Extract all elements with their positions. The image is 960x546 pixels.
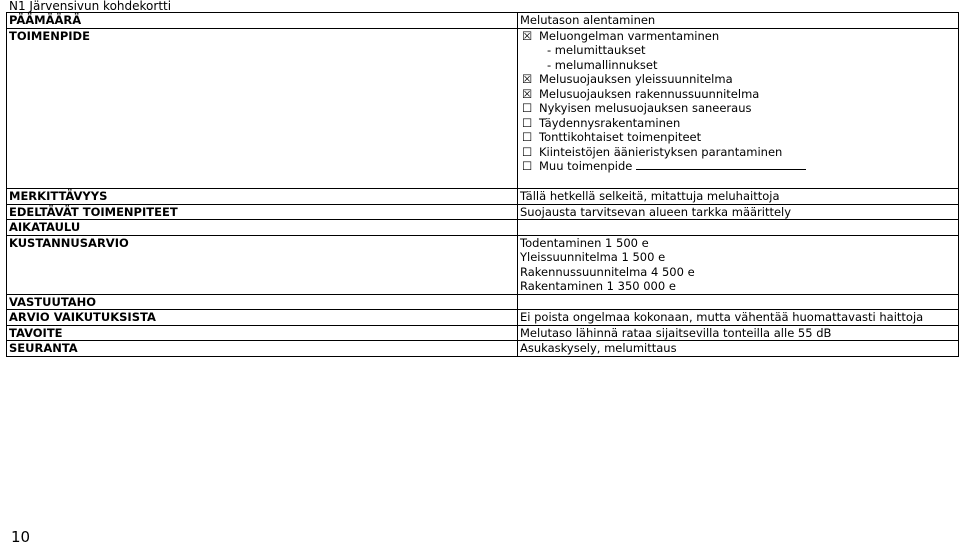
- checkbox-empty-icon: ☐: [522, 115, 533, 130]
- value-aikataulu: [518, 220, 959, 236]
- value-edeltavat-toimenpiteet: Suojausta tarvitsevan alueen tarkka määrittely: [518, 204, 959, 220]
- target-card-table: [6, 12, 959, 357]
- checkbox-label: Melusuojauksen yleissuunnitelma: [539, 72, 733, 86]
- label-kustannusarvio: KUSTANNUSARVIO: [7, 235, 518, 294]
- cost-line: Todentaminen 1 500 e: [520, 235, 649, 250]
- label-edeltavat-toimenpiteet: EDELTÄVÄT TOIMENPITEET: [7, 204, 518, 220]
- value-paamaara: Melutason alentaminen: [518, 13, 959, 29]
- cost-line: Yleissuunnitelma 1 500 e: [520, 250, 666, 264]
- checkbox-checked-icon: ☒: [522, 28, 533, 43]
- checkbox-item: [520, 29, 956, 44]
- checkbox-label: Muu toimenpide: [539, 159, 633, 173]
- checkbox-empty-icon: ☐: [522, 101, 533, 115]
- label-seuranta: SEURANTA: [7, 341, 518, 357]
- row-toimenpide: [7, 28, 959, 189]
- value-seuranta: Asukaskysely, melumittaus: [518, 341, 959, 357]
- checkbox-label: Meluongelman varmentaminen: [539, 28, 720, 43]
- label-paamaara: PÄÄMÄÄRÄ: [7, 13, 518, 29]
- checkbox-item: [520, 159, 956, 174]
- checkbox-label: Tonttikohtaiset toimenpiteet: [539, 130, 702, 144]
- row-aikataulu: [7, 220, 959, 236]
- checkbox-item: [520, 87, 956, 102]
- row-kustannusarvio: [7, 235, 959, 294]
- cost-line: Rakentaminen 1 350 000 e: [520, 279, 676, 293]
- checkbox-item: [520, 130, 956, 145]
- sub-item-label: - melumittaukset: [547, 43, 646, 57]
- row-edeltavat-toimenpiteet: [7, 204, 959, 220]
- value-kustannusarvio: [518, 235, 959, 294]
- checkbox-item: [520, 145, 956, 160]
- row-seuranta: [7, 341, 959, 357]
- checkbox-empty-icon: ☐: [522, 144, 533, 159]
- row-vastuutaho: [7, 294, 959, 310]
- checkbox-checked-icon: ☒: [522, 86, 533, 101]
- checkbox-label: Täydennysrakentaminen: [539, 115, 681, 130]
- spacer-line: [520, 174, 956, 189]
- checkbox-empty-icon: ☐: [522, 159, 533, 173]
- sub-item-label: - melumallinnukset: [547, 57, 658, 72]
- value-merkittavyys: Tällä hetkellä selkeitä, mitattuja meluhaittoja: [518, 189, 959, 205]
- fill-in-blank-line: [636, 159, 806, 170]
- sub-item: [520, 43, 956, 58]
- row-arvio-vaikutuksista: [7, 310, 959, 326]
- value-tavoite: Melutaso lähinnä rataa sijaitsevilla tonteilla alle 55 dB: [518, 325, 959, 341]
- checkbox-empty-icon: ☐: [522, 130, 533, 144]
- value-vastuutaho: [518, 294, 959, 310]
- row-paamaara: [7, 13, 959, 29]
- row-tavoite: [7, 325, 959, 341]
- value-arvio-vaikutuksista: Ei poista ongelmaa kokonaan, mutta vähentää huomattavasti haittoja: [518, 310, 959, 326]
- label-tavoite: TAVOITE: [7, 325, 518, 341]
- checkbox-checked-icon: ☒: [522, 72, 533, 86]
- document-title: N1 Järvensivun kohdekortti: [9, 0, 172, 13]
- checkbox-label: Nykyisen melusuojauksen saneeraus: [539, 101, 752, 115]
- cost-line: Rakennussuunnitelma 4 500 e: [520, 264, 695, 279]
- label-arvio-vaikutuksista: ARVIO VAIKUTUKSISTA: [7, 310, 518, 326]
- label-vastuutaho: VASTUUTAHO: [7, 294, 518, 310]
- checkbox-item: [520, 116, 956, 131]
- row-merkittavyys: [7, 189, 959, 205]
- label-aikataulu: AIKATAULU: [7, 220, 518, 236]
- label-toimenpide: TOIMENPIDE: [7, 28, 518, 189]
- checkbox-label: Kiinteistöjen äänieristyksen parantaminen: [539, 144, 783, 159]
- checkbox-item: [520, 101, 956, 116]
- sub-item: [520, 58, 956, 73]
- label-merkittavyys: MERKITTÄVYYS: [7, 189, 518, 205]
- value-toimenpide: [518, 28, 959, 189]
- page-number: 10: [11, 528, 31, 546]
- checkbox-item: [520, 72, 956, 87]
- checkbox-label: Melusuojauksen rakennussuunnitelma: [539, 86, 760, 101]
